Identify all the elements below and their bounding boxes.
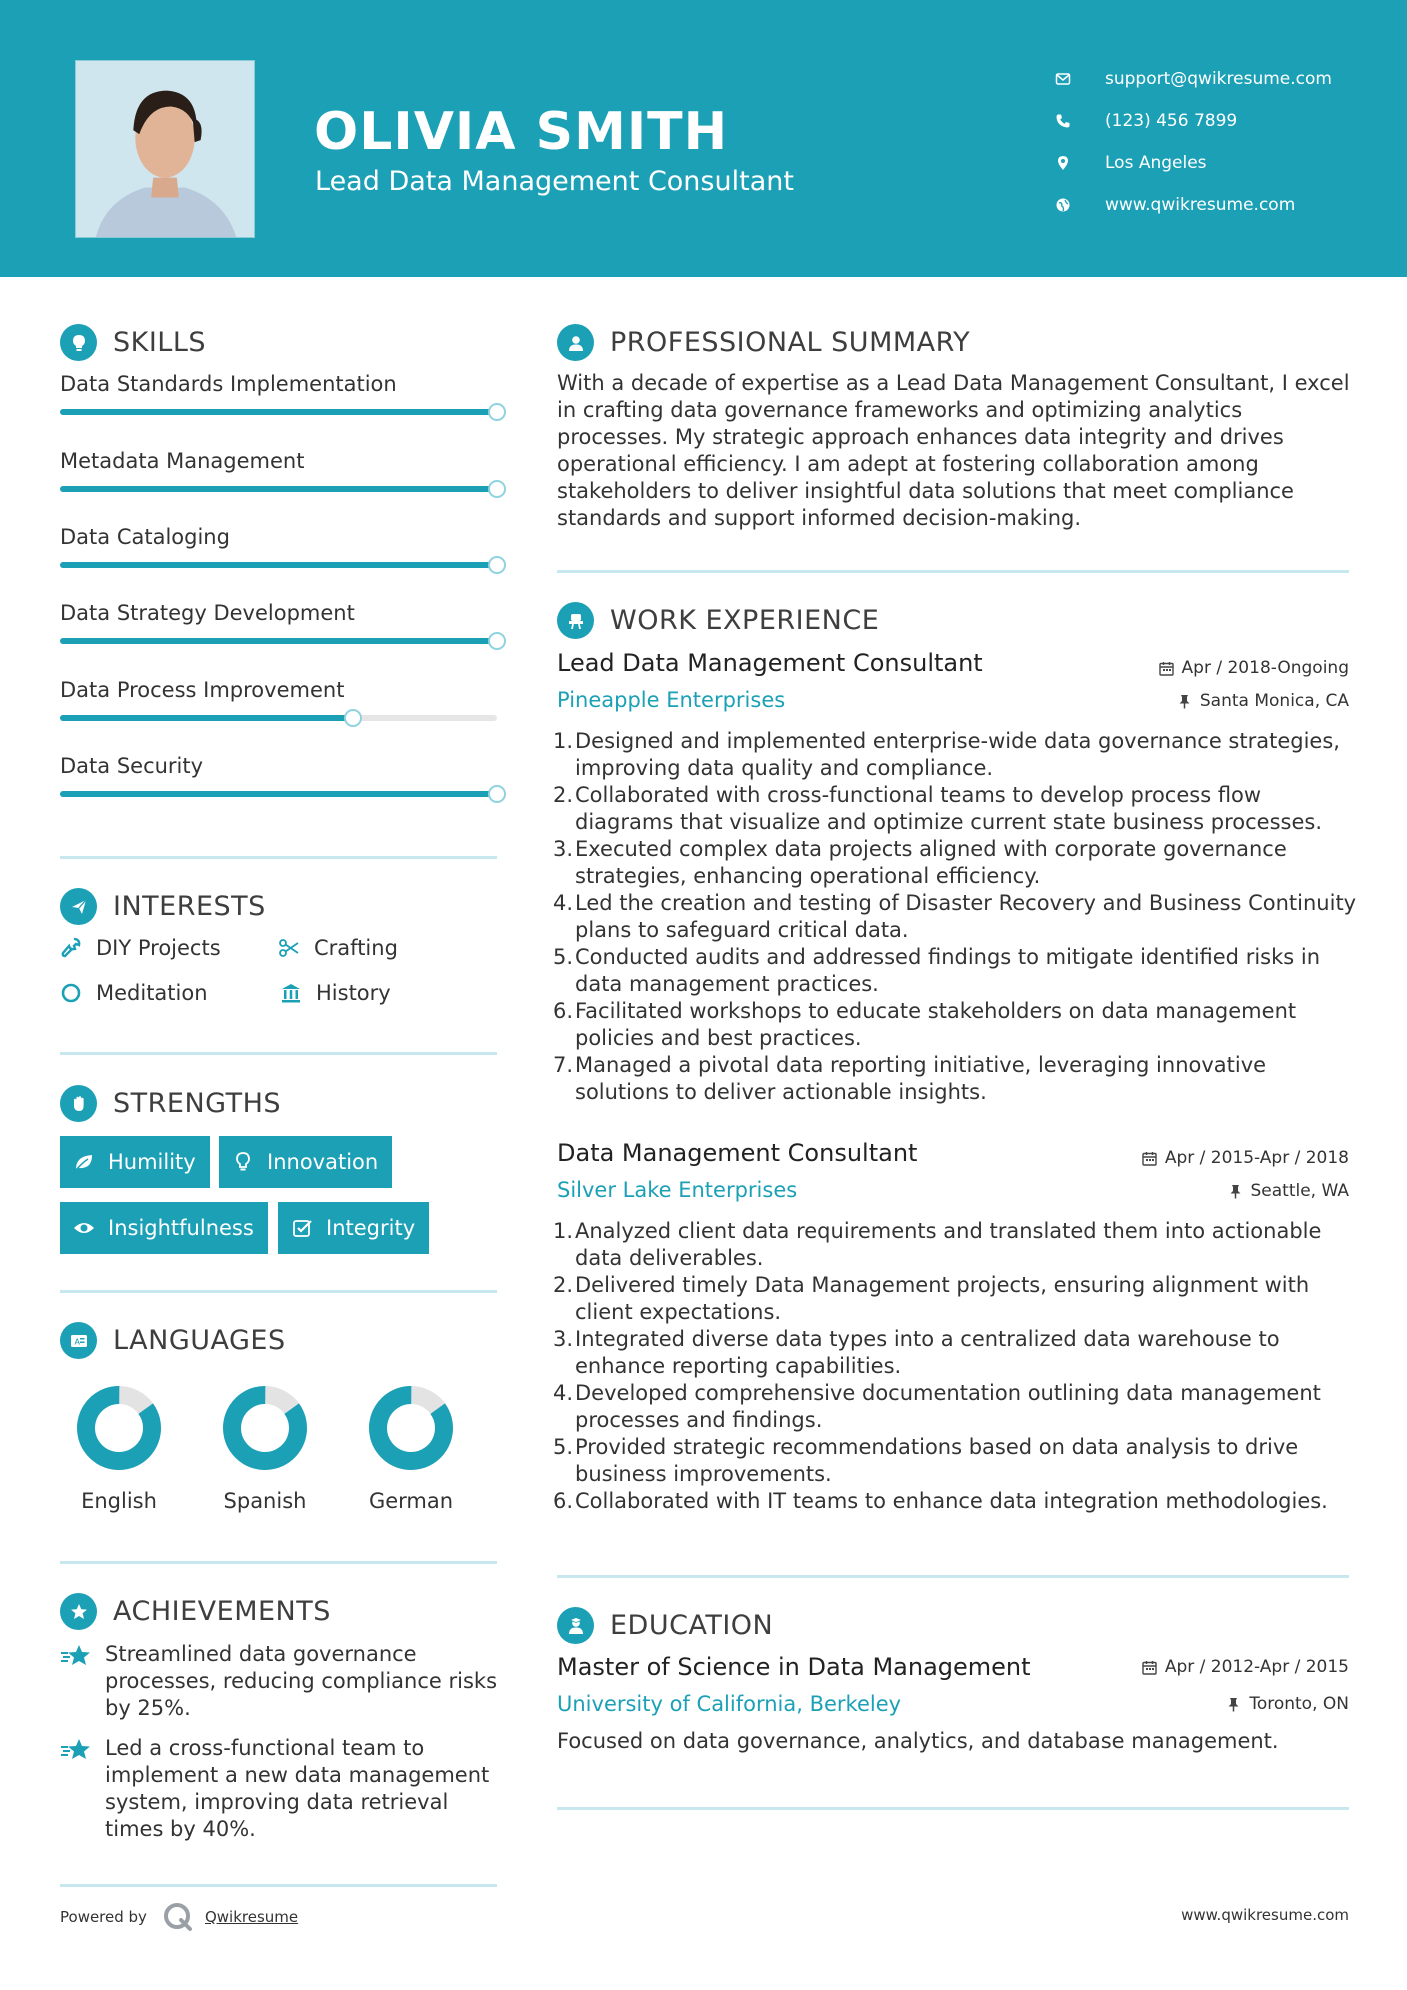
skill-bar-fill bbox=[60, 562, 497, 568]
education-degree: Master of Science in Data Management bbox=[557, 1653, 1031, 1681]
interest-label: History bbox=[316, 981, 391, 1005]
qwikresume-logo-icon bbox=[161, 1900, 195, 1934]
job-bullet: 5. Provided strategic recommendations based on data analysis to drive business improvements. bbox=[553, 1435, 1299, 1486]
job-date-text: Apr / 2015-Apr / 2018 bbox=[1164, 1148, 1349, 1168]
interest-item bbox=[58, 980, 208, 1006]
education-title: EDUCATION bbox=[610, 1610, 774, 1641]
education-location bbox=[1226, 1694, 1349, 1714]
job-bullet: 7. Managed a pivotal data reporting initiative, leveraging innovative solutions to deliver actionable insights. bbox=[553, 1053, 1267, 1104]
paper-plane-icon bbox=[60, 888, 97, 925]
job-bullets bbox=[553, 728, 1357, 1106]
section-divider bbox=[557, 1807, 1349, 1810]
star-icon bbox=[60, 1737, 92, 1765]
wrench-icon bbox=[58, 935, 84, 961]
job-bullet: 3. Executed complex data projects aligned with corporate governance strategies, enhancing operational efficiency. bbox=[553, 837, 1287, 888]
skill-item bbox=[60, 449, 510, 519]
job-date bbox=[1159, 658, 1349, 678]
interests-heading bbox=[60, 888, 266, 925]
contact-website[interactable] bbox=[1055, 184, 1375, 226]
achievement-item bbox=[60, 1641, 510, 1722]
contact-location-text: Los Angeles bbox=[1105, 153, 1207, 173]
skill-item bbox=[60, 372, 510, 442]
skill-bar-knob bbox=[344, 709, 362, 727]
portrait-image bbox=[76, 61, 254, 237]
skill-item bbox=[60, 601, 510, 671]
strength-badge bbox=[60, 1136, 210, 1188]
skill-label: Data Standards Implementation bbox=[60, 372, 397, 396]
education-date-text: Apr / 2012-Apr / 2015 bbox=[1164, 1657, 1349, 1677]
strength-badge bbox=[219, 1136, 392, 1188]
job-bullet: 4. Led the creation and testing of Disaster Recovery and Business Continuity plans to safeguard critical data. bbox=[553, 891, 1357, 942]
achievement-text: Led a cross-functional team to implement a new data management system, improving data retrieval times by 40%. bbox=[105, 1736, 490, 1841]
interest-item bbox=[278, 980, 391, 1006]
achievements-title: ACHIEVEMENTS bbox=[113, 1596, 331, 1627]
star-icon bbox=[60, 1643, 92, 1671]
qwikresume-link[interactable]: Qwikresume bbox=[204, 1908, 299, 1926]
contact-phone-text: (123) 456 7899 bbox=[1105, 111, 1238, 131]
phone-icon bbox=[1055, 111, 1083, 131]
email-icon bbox=[1055, 69, 1083, 89]
skill-bar bbox=[60, 715, 497, 721]
experience-heading bbox=[557, 602, 879, 639]
svg-text:A: A bbox=[74, 1337, 80, 1346]
achievement-text: Streamlined data governance processes, reducing compliance risks by 25%. bbox=[105, 1642, 498, 1720]
pushpin-icon bbox=[1226, 1697, 1241, 1712]
strength-badge bbox=[278, 1202, 429, 1254]
section-divider bbox=[60, 1884, 497, 1887]
skill-bar-knob bbox=[488, 785, 506, 803]
skill-bar-fill bbox=[60, 409, 497, 415]
job-title: Data Management Consultant bbox=[557, 1139, 918, 1167]
skill-bar-knob bbox=[488, 632, 506, 650]
skill-label: Data Strategy Development bbox=[60, 601, 355, 625]
strength-label: Integrity bbox=[326, 1216, 416, 1240]
contact-location bbox=[1055, 142, 1375, 184]
interest-item bbox=[58, 935, 221, 961]
education-location-text: Toronto, ON bbox=[1249, 1694, 1349, 1714]
lightbulb-icon bbox=[60, 324, 97, 361]
skill-bar-fill bbox=[60, 791, 497, 797]
museum-icon bbox=[278, 980, 304, 1006]
achievement-item bbox=[60, 1735, 510, 1843]
leaf-icon bbox=[72, 1151, 96, 1173]
footer-powered-by bbox=[60, 1900, 298, 1934]
job-bullet: 1. Analyzed client data requirements and translated them into actionable data deliverables. bbox=[553, 1219, 1322, 1270]
job-location bbox=[1228, 1181, 1350, 1201]
job-location-text: Santa Monica, CA bbox=[1199, 691, 1349, 711]
star-badge-icon bbox=[60, 1593, 97, 1630]
job-company: Silver Lake Enterprises bbox=[557, 1178, 798, 1202]
candidate-name: OLIVIA SMITH bbox=[314, 102, 729, 162]
contact-website-text: www.qwikresume.com bbox=[1105, 195, 1296, 215]
briefcase-icon bbox=[557, 602, 594, 639]
summary-heading bbox=[557, 324, 970, 361]
skill-bar-knob bbox=[488, 403, 506, 421]
skill-item bbox=[60, 525, 510, 595]
pushpin-icon bbox=[1177, 694, 1192, 709]
skill-bar-fill bbox=[60, 638, 497, 644]
candidate-role: Lead Data Management Consultant bbox=[315, 166, 794, 197]
skill-item bbox=[60, 678, 510, 748]
skill-label: Data Security bbox=[60, 754, 204, 778]
location-pin-icon bbox=[1055, 153, 1083, 173]
strength-label: Innovation bbox=[267, 1150, 379, 1174]
skill-bar bbox=[60, 409, 497, 415]
checkbox-icon bbox=[290, 1217, 314, 1239]
language-donut bbox=[366, 1383, 456, 1473]
job-company: Pineapple Enterprises bbox=[557, 688, 786, 712]
languages-title: LANGUAGES bbox=[113, 1325, 286, 1356]
profile-photo bbox=[75, 60, 255, 238]
skill-bar-fill bbox=[60, 486, 497, 492]
section-divider bbox=[557, 1575, 1349, 1578]
job-bullet: 4. Developed comprehensive documentation outlining data management processes and findings. bbox=[553, 1381, 1321, 1432]
skill-label: Data Process Improvement bbox=[60, 678, 345, 702]
strengths-title: STRENGTHS bbox=[113, 1088, 282, 1119]
job-bullet: 2. Collaborated with cross-functional teams to develop process flow diagrams that visualize and optimize current state business processes. bbox=[553, 783, 1323, 834]
skill-bar bbox=[60, 638, 497, 644]
strengths-heading bbox=[60, 1085, 281, 1122]
language-item bbox=[341, 1383, 481, 1513]
skill-label: Metadata Management bbox=[60, 449, 305, 473]
education-school: University of California, Berkeley bbox=[557, 1692, 902, 1716]
contact-list bbox=[1055, 58, 1375, 226]
interest-label: Crafting bbox=[314, 936, 398, 960]
job-bullet: 5. Conducted audits and addressed findings to mitigate identified risks in data management practices. bbox=[553, 945, 1321, 996]
interest-item bbox=[276, 935, 398, 961]
contact-email[interactable] bbox=[1055, 58, 1375, 100]
powered-by-text: Powered by bbox=[60, 1908, 147, 1926]
language-donut bbox=[74, 1383, 164, 1473]
skill-label: Data Cataloging bbox=[60, 525, 230, 549]
pushpin-icon bbox=[1228, 1184, 1243, 1199]
section-divider bbox=[60, 1052, 497, 1055]
language-donut bbox=[220, 1383, 310, 1473]
calendar-icon bbox=[1142, 1660, 1157, 1675]
contact-phone[interactable] bbox=[1055, 100, 1375, 142]
language-item bbox=[49, 1383, 189, 1513]
language-label: English bbox=[81, 1489, 157, 1513]
eye-icon bbox=[72, 1217, 96, 1239]
skill-item bbox=[60, 754, 510, 824]
section-divider bbox=[60, 1561, 497, 1564]
lightbulb-icon bbox=[231, 1151, 255, 1173]
job-location-text: Seattle, WA bbox=[1250, 1181, 1349, 1201]
section-divider bbox=[60, 1290, 497, 1293]
job-bullet: 6. Collaborated with IT teams to enhance data integration methodologies. bbox=[553, 1489, 1328, 1513]
calendar-icon bbox=[1159, 661, 1174, 676]
section-divider bbox=[557, 570, 1349, 573]
job-date-text: Apr / 2018-Ongoing bbox=[1181, 658, 1349, 678]
language-label: Spanish bbox=[223, 1489, 307, 1513]
skill-bar-knob bbox=[488, 480, 506, 498]
experience-title: WORK EXPERIENCE bbox=[610, 605, 880, 636]
skills-heading bbox=[60, 324, 206, 361]
education-heading bbox=[557, 1607, 773, 1644]
interest-label: Meditation bbox=[96, 981, 208, 1005]
job-bullets bbox=[553, 1218, 1357, 1515]
circle-icon bbox=[58, 980, 84, 1006]
job-bullet: 6. Facilitated workshops to educate stakeholders on data management policies and best practices. bbox=[553, 999, 1297, 1050]
summary-title: PROFESSIONAL SUMMARY bbox=[610, 327, 971, 358]
interest-label: DIY Projects bbox=[96, 936, 221, 960]
skills-title: SKILLS bbox=[113, 327, 207, 358]
job-title: Lead Data Management Consultant bbox=[557, 649, 983, 677]
job-bullet: 3. Integrated diverse data types into a centralized data warehouse to enhance reporting capabilities. bbox=[553, 1327, 1280, 1378]
language-icon bbox=[60, 1322, 97, 1359]
graduate-icon bbox=[557, 1607, 594, 1644]
footer-website[interactable]: www.qwikresume.com bbox=[1181, 1906, 1349, 1924]
strength-label: Humility bbox=[108, 1150, 196, 1174]
skill-bar bbox=[60, 486, 497, 492]
calendar-icon bbox=[1142, 1151, 1157, 1166]
globe-icon bbox=[1055, 195, 1083, 215]
skill-bar bbox=[60, 791, 497, 797]
job-bullet: 2. Delivered timely Data Management projects, ensuring alignment with client expectations. bbox=[553, 1273, 1310, 1324]
skill-bar-fill bbox=[60, 715, 353, 721]
skill-bar-knob bbox=[488, 556, 506, 574]
job-bullet: 1. Designed and implemented enterprise-wide data governance strategies, improving data quality and compliance. bbox=[553, 729, 1340, 780]
language-label: German bbox=[368, 1489, 454, 1513]
scissors-icon bbox=[276, 935, 302, 961]
contact-email-text: support@qwikresume.com bbox=[1105, 69, 1332, 89]
interests-title: INTERESTS bbox=[113, 891, 266, 922]
user-icon bbox=[557, 324, 594, 361]
skill-bar bbox=[60, 562, 497, 568]
hand-icon bbox=[60, 1085, 97, 1122]
section-divider bbox=[60, 856, 497, 859]
strength-label: Insightfulness bbox=[108, 1216, 254, 1240]
education-date bbox=[1142, 1657, 1349, 1677]
achievements-heading bbox=[60, 1593, 331, 1630]
strength-badge bbox=[60, 1202, 268, 1254]
job-location bbox=[1177, 691, 1349, 711]
education-description: Focused on data governance, analytics, and database management. bbox=[557, 1729, 1279, 1753]
language-item bbox=[195, 1383, 335, 1513]
resume-header bbox=[0, 0, 1407, 277]
summary-text: With a decade of expertise as a Lead Data Management Consultant, I excel in crafting data governance frameworks and optimizing analytics processes. My strategic approach enhances data integrity and drives operational efficiency. I am adept at fostering collaboration among stakeholders to deliver insightful data solutions that meet compliance standards and support informed decision-making. bbox=[557, 371, 1350, 530]
job-date bbox=[1142, 1148, 1349, 1168]
languages-heading bbox=[60, 1322, 286, 1359]
